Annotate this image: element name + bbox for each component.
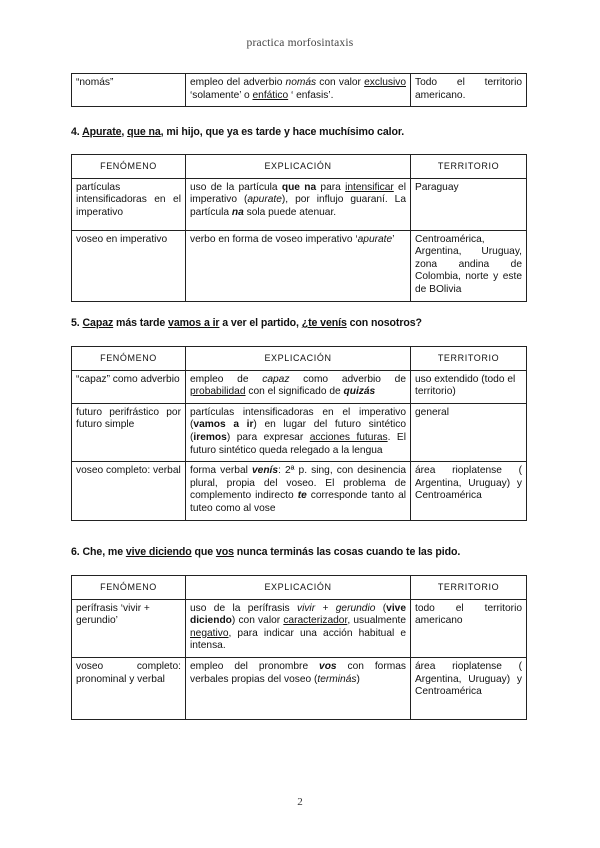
- table-example-4: [71, 154, 527, 302]
- fenomeno-cell: voseo en imperativo: [72, 230, 186, 301]
- fenomeno-cell: voseo completo: pronominal y verbal: [72, 657, 186, 719]
- explicacion-cell: empleo del pronombre vos con formas verbales propias del voseo (terminás): [186, 657, 411, 719]
- table-row: [72, 178, 527, 230]
- table-row: [72, 462, 527, 520]
- explicacion-cell: verbo en forma de voseo imperativo ‘apurate’: [186, 230, 411, 301]
- fenomeno-cell: futuro perifrástico por futuro simple: [72, 403, 186, 461]
- territorio-cell: todo el territorio americano: [411, 599, 527, 657]
- example-sentence-5: 5. Capaz más tarde vamos a ir a ver el partido, ¿te venís con nosotros?: [71, 317, 422, 329]
- table-example-6: [71, 575, 527, 720]
- table-header-row: [72, 155, 527, 179]
- fenomeno-cell: “capaz” como adverbio: [72, 370, 186, 403]
- table-row: [72, 599, 527, 657]
- running-header: practica morfosintaxis: [246, 37, 354, 49]
- table-header-row: [72, 347, 527, 371]
- territorio-cell: Centroamérica, Argentina, Uruguay, zona andina de Colombia, norte y este de BOlivia: [411, 230, 527, 301]
- territorio-cell: Paraguay: [411, 178, 527, 230]
- column-header-explicacion: EXPLICACIÓN: [186, 155, 411, 179]
- fenomeno-cell: partículas intensificadoras en el imperativo: [72, 178, 186, 230]
- example-sentence-4: 4. Apurate, que na, mi hijo, que ya es tarde y hace muchísimo calor.: [71, 126, 405, 138]
- table-continuation: [71, 73, 527, 107]
- table-row: [72, 403, 527, 461]
- column-header-fenomeno: FENÓMENO: [72, 347, 186, 371]
- fenomeno-cell: perífrasis ‘vivir + gerundio’: [72, 599, 186, 657]
- column-header-explicacion: EXPLICACIÓN: [186, 576, 411, 600]
- column-header-fenomeno: FENÓMENO: [72, 155, 186, 179]
- explicacion-cell: forma verbal venís: 2ª p. sing, con desinencia plural, propia del voseo. El problema de complemento indirecto te corresponde tanto al tuteo como al vose: [186, 462, 411, 520]
- table-header-row: [72, 576, 527, 600]
- explicacion-cell: uso de la partícula que na para intensificar el imperativo (apurate), por influjo guaraní. La partícula na sola puede atenuar.: [186, 178, 411, 230]
- territorio-cell: área rioplatense ( Argentina, Uruguay) y Centroamérica: [411, 657, 527, 719]
- explicacion-cell: empleo del adverbio nomás con valor exclusivo ‘solamente’ o enfático ‘ enfasis’.: [186, 74, 411, 107]
- territorio-cell: general: [411, 403, 527, 461]
- column-header-fenomeno: FENÓMENO: [72, 576, 186, 600]
- fenomeno-cell: “nomás”: [72, 74, 186, 107]
- fenomeno-cell: voseo completo: verbal: [72, 462, 186, 520]
- column-header-territorio: TERRITORIO: [411, 576, 527, 600]
- territorio-cell: Todo el territorio americano.: [411, 74, 527, 107]
- table-row: [72, 370, 527, 403]
- column-header-explicacion: EXPLICACIÓN: [186, 347, 411, 371]
- territorio-cell: área rioplatense ( Argentina, Uruguay) y Centroamérica: [411, 462, 527, 520]
- explicacion-cell: uso de la perífrasis vivir + gerundio (vive diciendo) con valor caracterizador, usualmente negativo, para indicar una acción habitual e intensa.: [186, 599, 411, 657]
- table-row: [72, 230, 527, 301]
- page-number: 2: [297, 796, 303, 808]
- table-row: [72, 657, 527, 719]
- column-header-territorio: TERRITORIO: [411, 155, 527, 179]
- column-header-territorio: TERRITORIO: [411, 347, 527, 371]
- explicacion-cell: empleo de capaz como adverbio de probabilidad con el significado de quizás: [186, 370, 411, 403]
- territorio-cell: uso extendido (todo el territorio): [411, 370, 527, 403]
- explicacion-cell: partículas intensificadoras en el imperativo (vamos a ir) en lugar del futuro sintético (iremos) para expresar acciones futuras. El futuro sintético queda relegado a la lengua: [186, 403, 411, 461]
- table-example-5: [71, 346, 527, 521]
- example-sentence-6: 6. Che, me vive diciendo que vos nunca terminás las cosas cuando te las pido.: [71, 546, 461, 558]
- table-row: [72, 74, 527, 107]
